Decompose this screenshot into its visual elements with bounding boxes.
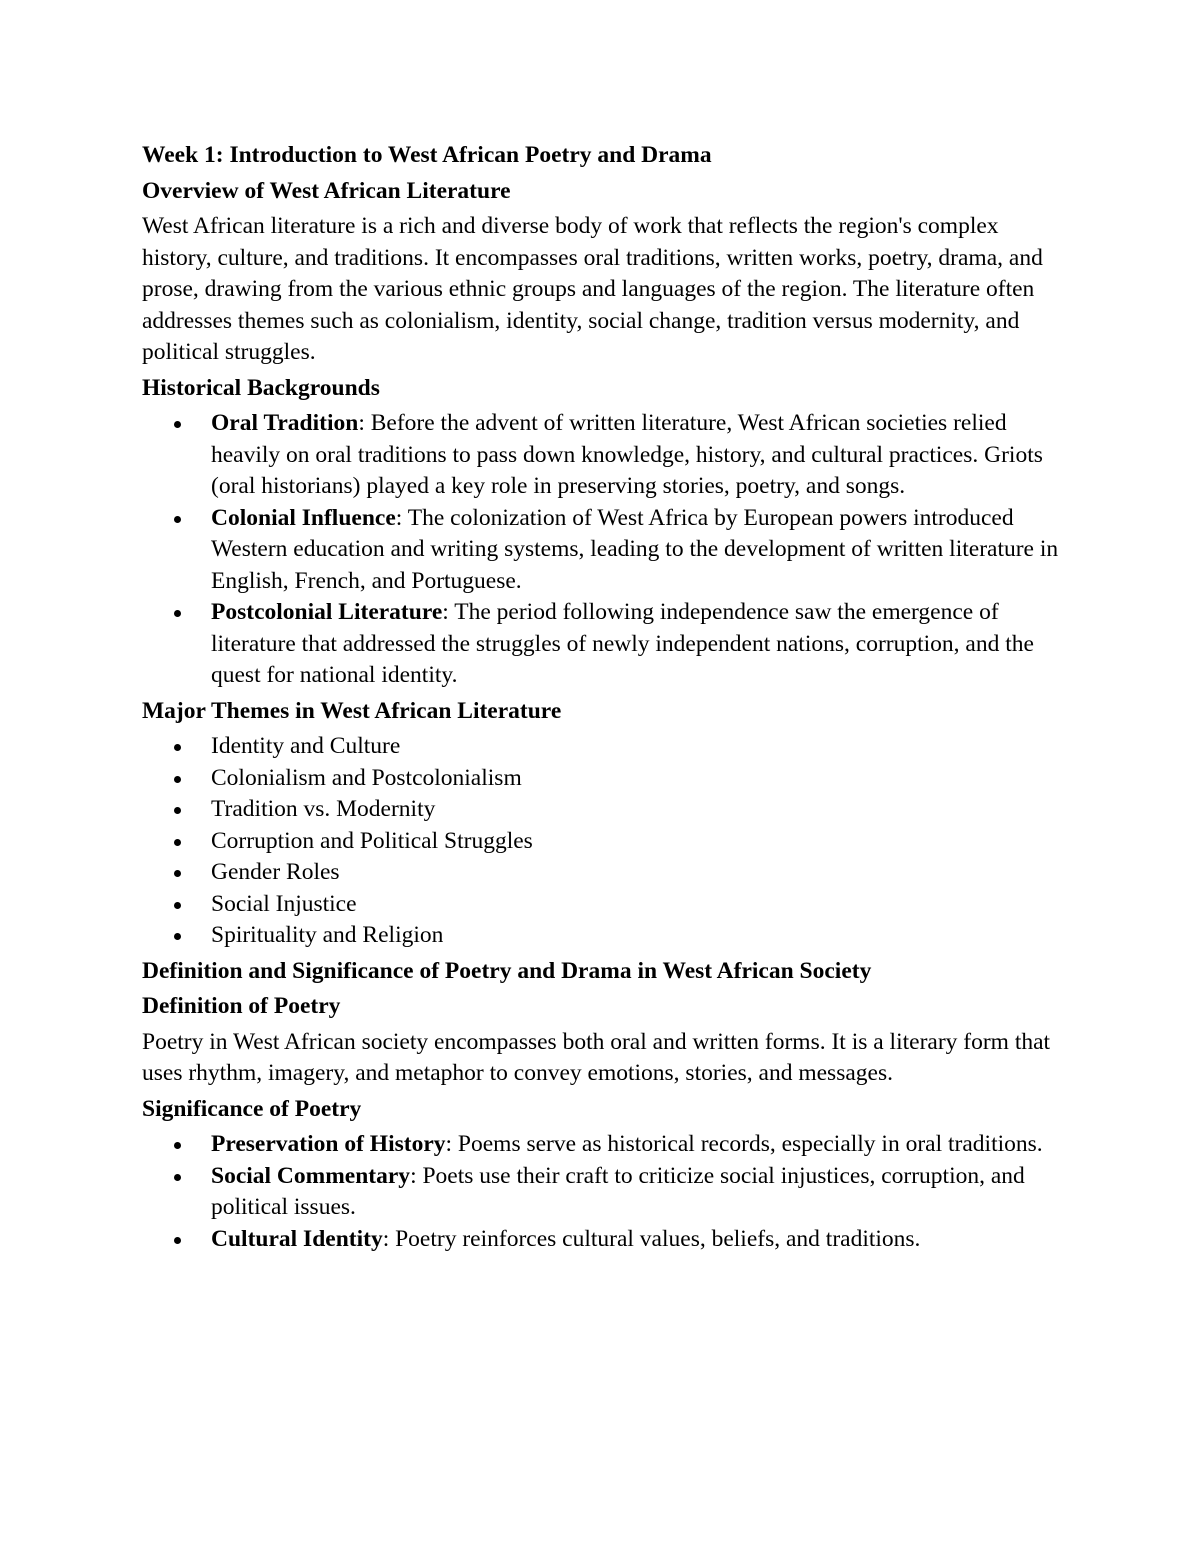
themes-heading: Major Themes in West African Literature (142, 697, 562, 724)
definition-section-heading: Definition and Significance of Poetry and Drama in West African Society (142, 957, 872, 984)
list-item-term: Postcolonial Literature (211, 599, 443, 625)
list-item-text: : Poems serve as historical records, especially in oral traditions. (445, 1131, 1043, 1157)
document-title: Week 1: Introduction to West African Poetry and Drama (142, 142, 712, 168)
list-item-text: Spirituality and Religion (211, 922, 444, 948)
bullet-icon (174, 1237, 181, 1244)
list-item (142, 794, 1072, 826)
document-page (142, 140, 1072, 1259)
list-item (142, 826, 1072, 858)
bullet-icon (174, 1142, 181, 1149)
list-item-text: Tradition vs. Modernity (211, 796, 436, 822)
bullet-icon (174, 610, 181, 617)
overview-paragraph: West African literature is a rich and diverse body of work that reflects the region's complex history, culture, and traditions. It encompasses oral traditions, written works, poetry, drama, and prose, drawing from the various ethnic groups and languages of the region. The literature often addresses themes such as colonialism, identity, social change, tradition versus modernity, and political struggles. (142, 213, 1043, 365)
list-item (142, 763, 1072, 795)
bullet-icon (174, 776, 181, 783)
list-item (142, 1161, 1072, 1224)
list-item (142, 889, 1072, 921)
significance-list (142, 1129, 1072, 1255)
list-item-text: Gender Roles (211, 859, 340, 885)
list-item (142, 597, 1072, 692)
bullet-icon (174, 933, 181, 940)
list-item (142, 857, 1072, 889)
list-item (142, 408, 1072, 503)
overview-heading: Overview of West African Literature (142, 177, 511, 204)
list-item-term: Colonial Influence (211, 504, 396, 531)
list-item (142, 731, 1072, 763)
bullet-icon (174, 516, 181, 523)
list-item-text: : The colonization of West Africa by European powers introduced Western education and writing systems, leading to the development of written literature in English, French, and Portuguese. (211, 504, 1059, 594)
list-item-text: : Poetry reinforces cultural values, beliefs, and traditions. (382, 1225, 921, 1252)
bullet-icon (174, 807, 181, 814)
definition-poetry-heading: Definition of Poetry (142, 993, 341, 1019)
bullet-icon (174, 870, 181, 877)
significance-heading: Significance of Poetry (142, 1095, 362, 1122)
bullet-icon (174, 744, 181, 751)
list-item-text: : The period following independence saw the emergence of literature that addressed the struggles of newly independent nations, corruption, and the quest for national identity. (211, 599, 1034, 688)
bullet-icon (174, 839, 181, 846)
list-item-term: Social Commentary (211, 1162, 411, 1189)
definition-poetry-paragraph: Poetry in West African society encompasses both oral and written forms. It is a literary form that uses rhythm, imagery, and metaphor to convey emotions, stories, and messages. (142, 1028, 1051, 1086)
list-item (142, 920, 1072, 952)
themes-list (142, 731, 1072, 952)
list-item-text: : Before the advent of written literature, West African societies relied heavily on oral traditions to pass down knowledge, history, and cultural practices. Griots (oral historians) played a key role in preserving stories, poetry, and songs. (211, 410, 1043, 499)
historical-list (142, 408, 1072, 692)
list-item-text: Identity and Culture (211, 733, 401, 759)
bullet-icon (174, 902, 181, 909)
bullet-icon (174, 421, 181, 428)
list-item (142, 1129, 1072, 1161)
list-item-text: Corruption and Political Struggles (211, 827, 533, 854)
list-item (142, 1224, 1072, 1256)
list-item-text: Colonialism and Postcolonialism (211, 764, 522, 791)
list-item-term: Oral Tradition (211, 410, 359, 436)
list-item-term: Cultural Identity (211, 1225, 383, 1252)
list-item-term: Preservation of History (211, 1131, 446, 1157)
bullet-icon (174, 1174, 181, 1181)
list-item (142, 503, 1072, 598)
list-item-text: : Poets use their craft to criticize social injustices, corruption, and political issues. (211, 1162, 1025, 1220)
list-item-text: Social Injustice (211, 890, 357, 917)
historical-heading: Historical Backgrounds (142, 374, 380, 401)
